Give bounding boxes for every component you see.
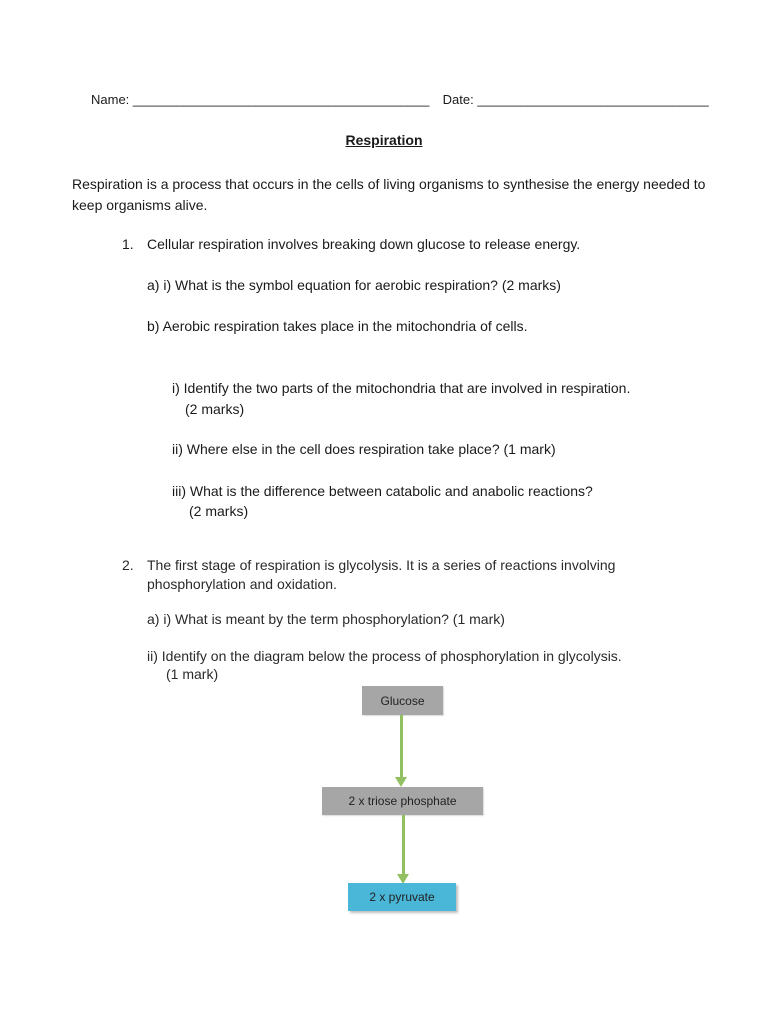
q1-b-i-line1: i) Identify the two parts of the mitochondria that are involved in respiration. xyxy=(172,380,631,396)
q1-b: b) Aerobic respiration takes place in the mitochondria of cells. xyxy=(147,318,528,334)
q1-b-i-line2: (2 marks) xyxy=(185,401,245,417)
diagram-box-triose-phosphate: 2 x triose phosphate xyxy=(322,787,483,815)
q2-number: 2. xyxy=(122,557,134,573)
intro-paragraph: Respiration is a process that occurs in the cells of living organisms to synthesise the energy needed to keep organisms alive. xyxy=(72,176,706,213)
name-label: Name: xyxy=(91,92,130,107)
q1-a-i: a) i) What is the symbol equation for aerobic respiration? (2 marks) xyxy=(147,277,561,293)
date-field-line[interactable]: ________________________________ xyxy=(477,92,709,107)
name-field-line[interactable]: _________________________________________ xyxy=(132,92,430,107)
arrow-line xyxy=(400,715,403,779)
diagram-box-glucose: Glucose xyxy=(362,686,443,715)
q2-a-i: a) i) What is meant by the term phosphorylation? (1 mark) xyxy=(147,611,505,627)
q1-b-iii-line2: (2 marks) xyxy=(189,503,249,519)
page-title: Respiration xyxy=(345,132,423,148)
diagram-box-pyruvate: 2 x pyruvate xyxy=(348,883,456,911)
q1-b-iii-line1: iii) What is the difference between catabolic and anabolic reactions? xyxy=(172,483,593,499)
date-label: Date: xyxy=(442,92,474,107)
q1-text: Cellular respiration involves breaking down glucose to release energy. xyxy=(147,236,581,252)
q2-text-line2: phosphorylation and oxidation. xyxy=(147,576,337,592)
arrow-line xyxy=(402,815,405,877)
q1-b-ii: ii) Where else in the cell does respiration take place? (1 mark) xyxy=(172,441,556,457)
q2-a-ii-line2: (1 mark) xyxy=(166,666,219,682)
q2-a-ii-line1: ii) Identify on the diagram below the process of phosphorylation in glycolysis. xyxy=(147,648,622,664)
q2-text-line1: The first stage of respiration is glycolysis. It is a series of reactions involving xyxy=(147,557,616,573)
q1-number: 1. xyxy=(122,236,134,252)
arrow-down-icon xyxy=(395,777,407,787)
header-row xyxy=(91,92,709,107)
